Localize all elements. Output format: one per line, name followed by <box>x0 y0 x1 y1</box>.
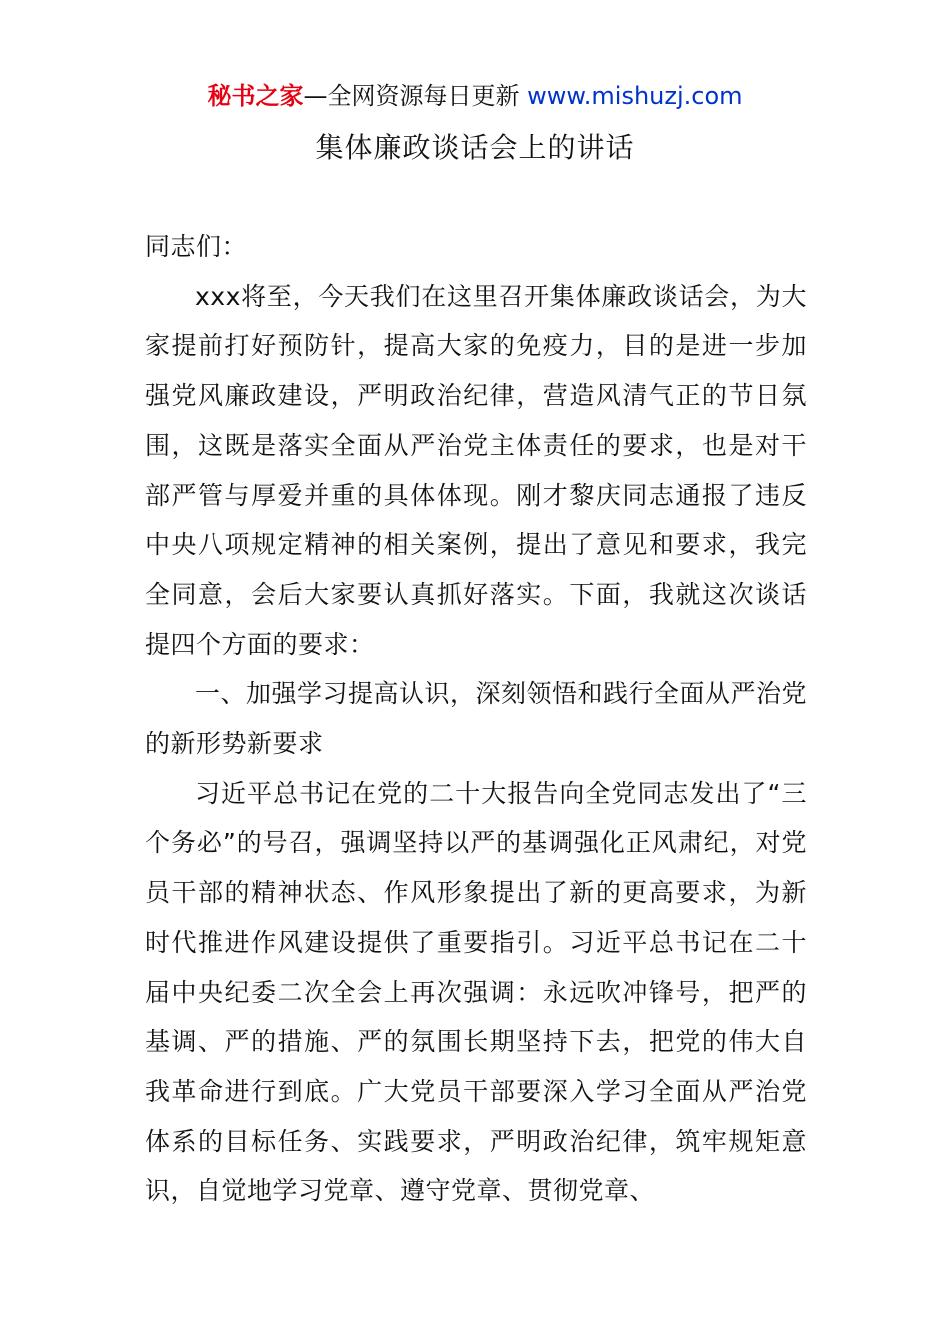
paragraph-body: 习近平总书记在党的二十大报告向全党同志发出了“三个务必”的号召，强调坚持以严的基调强化正风肃纪，对党员干部的精神状态、作风形象提出了新的更高要求，为新时代推进作风建设提供了重要指引。习近平总书记在二十届中央纪委二次全会上再次强调：永远吹冲锋号，把严的基调、严的措施、严的氛围长期坚持下去，把党的伟大自我革命进行到底。广大党员干部要深入学习全面从严治党体系的目标任务、实践要求，严明政治纪律，筑牢规矩意识，自觉地学习党章、遵守党章、贯彻党章、 <box>145 778 807 1206</box>
section-heading-1: 一、加强学习提高认识，深刻领悟和践行全面从严治党的新形势新要求 <box>145 679 808 759</box>
header-tagline: —全网资源每日更新 <box>303 82 528 110</box>
document-body <box>145 222 807 1216</box>
salutation: 同志们： <box>145 232 248 261</box>
brand-name: 秘书之家 <box>207 82 304 110</box>
document-title: 集体廉政谈话会上的讲话 <box>315 131 635 164</box>
site-header <box>0 80 950 112</box>
site-url-link[interactable]: www.mishuzj.com <box>527 82 743 110</box>
paragraph-intro: xxx将至，今天我们在这里召开集体廉政谈话会，为大家提前打好预防针，提高大家的免疫力，目的是进一步加强党风廉政建设，严明政治纪律，营造风清气正的节日氛围，这既是落实全面从严治党主体责任的要求，也是对干部严管与厚爱并重的具体体现。刚才黎庆同志通报了违反中央八项规定精神的相关案例，提出了意见和要求，我完全同意，会后大家要认真抓好落实。下面，我就这次谈话提四个方面的要求： <box>145 281 807 659</box>
